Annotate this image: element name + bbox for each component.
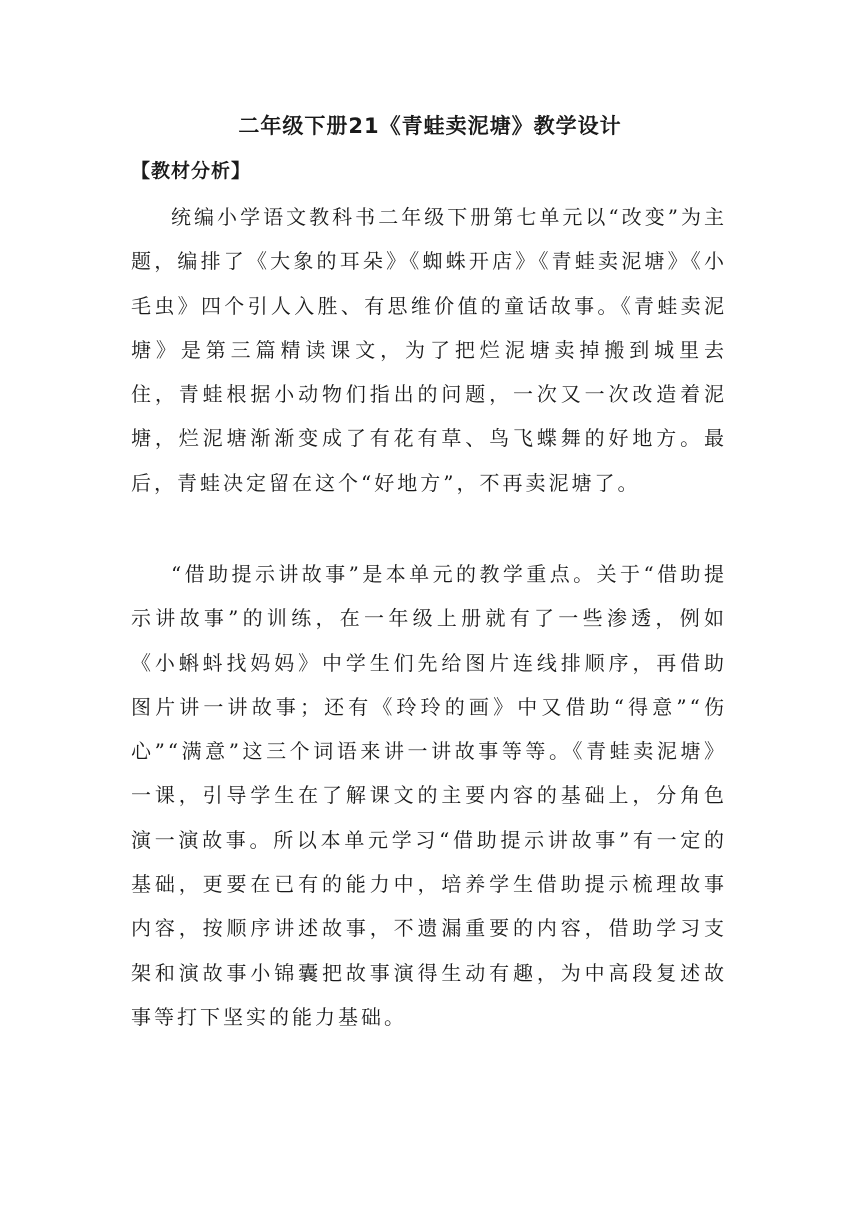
section-heading: 【教材分析】 (131, 160, 252, 182)
document-title: 二年级下册21《青蛙卖泥塘》教学设计 (238, 114, 622, 138)
paragraph-1: 统编小学语文教科书二年级下册第七单元以“改变”为主题，编排了《大象的耳朵》《蜘蛛开店》《青蛙卖泥塘》《小毛虫》四个引人入胜、有思维价值的童话故事。《青蛙卖泥塘》是第三篇精读课文，为了把烂泥塘卖掉搬到城里去住，青蛙根据小动物们指出的问题，一次又一次改造着泥塘，烂泥塘渐渐变成了有花有草、鸟飞蝶舞的好地方。最后，青蛙决定留在这个“好地方”，不再卖泥塘了。 (131, 205, 727, 495)
paragraph-2: “借助提示讲故事”是本单元的教学重点。关于“借助提示讲故事”的训练，在一年级上册就有了一些渗透，例如《小蝌蚪找妈妈》中学生们先给图片连线排顺序，再借助图片讲一讲故事；还有《玲玲的画》中又借助“得意”“伤心”“满意”这三个词语来讲一讲故事等等。《青蛙卖泥塘》一课，引导学生在了解课文的主要内容的基础上，分角色演一演故事。所以本单元学习“借助提示讲故事”有一定的基础，更要在已有的能力中，培养学生借助提示梳理故事内容，按顺序讲述故事，不遗漏重要的内容，借助学习支架和演故事小锦囊把故事演得生动有趣，为中高段复述故事等打下坚实的能力基础。 (131, 562, 727, 1029)
